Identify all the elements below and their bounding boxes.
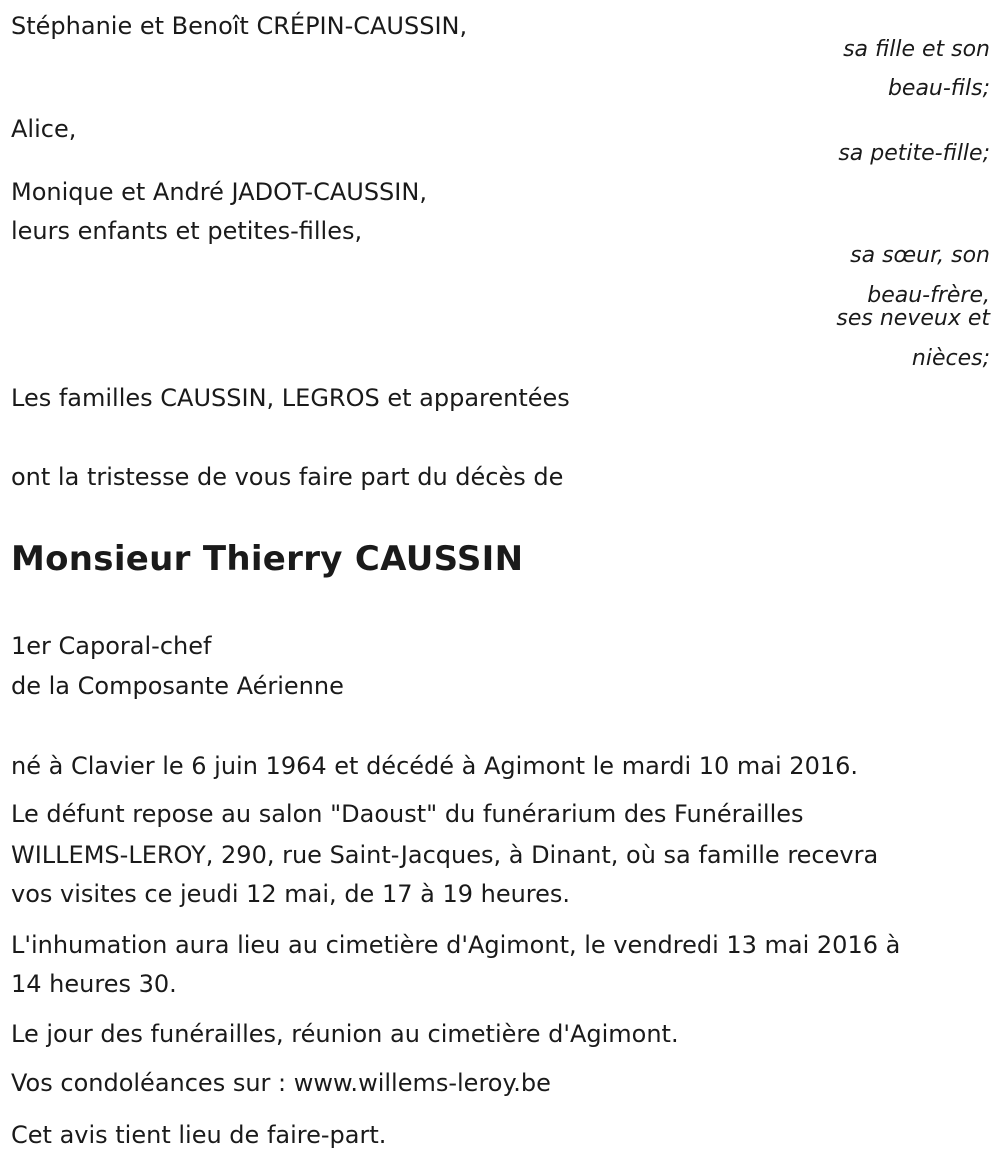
condolences-line: Vos condoléances sur : www.willems-leroy.be	[11, 1069, 551, 1097]
meeting-line: Le jour des funérailles, réunion au cimetière d'Agimont.	[11, 1020, 679, 1048]
family-line-crepin-caussin: Stéphanie et Benoît CRÉPIN-CAUSSIN,	[11, 12, 468, 40]
relation-sister-1: sa sœur, son	[850, 243, 990, 268]
rest-line-1: Le défunt repose au salon "Daoust" du funérarium des Funérailles	[11, 800, 804, 828]
relation-sister-4: nièces;	[911, 346, 990, 371]
rest-line-3: vos visites ce jeudi 12 mai, de 17 à 19 heures.	[11, 880, 571, 908]
announcement-text: ont la tristesse de vous faire part du décès de	[11, 463, 564, 491]
family-line-jadot-caussin: Monique et André JADOT-CAUSSIN,	[11, 178, 427, 206]
rest-line-2: WILLEMS-LEROY, 290, rue Saint-Jacques, à Dinant, où sa famille recevra	[11, 841, 879, 869]
deceased-rank: 1er Caporal-chef	[11, 632, 212, 660]
notice-line: Cet avis tient lieu de faire-part.	[11, 1121, 387, 1149]
family-line-alice: Alice,	[11, 115, 77, 143]
birth-death-line: né à Clavier le 6 juin 1964 et décédé à Agimont le mardi 10 mai 2016.	[11, 752, 859, 780]
deceased-name: Monsieur Thierry CAUSSIN	[11, 539, 524, 579]
family-line-families: Les familles CAUSSIN, LEGROS et apparentées	[11, 384, 570, 412]
burial-line-2: 14 heures 30.	[11, 970, 177, 998]
relation-sister-2: beau-frère,	[867, 283, 990, 308]
burial-line-1: L'inhumation aura lieu au cimetière d'Agimont, le vendredi 13 mai 2016 à	[11, 931, 901, 959]
family-line-children: leurs enfants et petites-filles,	[11, 217, 363, 245]
relation-daughter-son-in-law-1: sa fille et son	[843, 37, 990, 62]
relation-sister-3: ses neveux et	[836, 306, 990, 331]
relation-daughter-son-in-law-2: beau-fils;	[887, 76, 990, 101]
deceased-unit: de la Composante Aérienne	[11, 672, 344, 700]
relation-granddaughter: sa petite-fille;	[838, 141, 990, 166]
